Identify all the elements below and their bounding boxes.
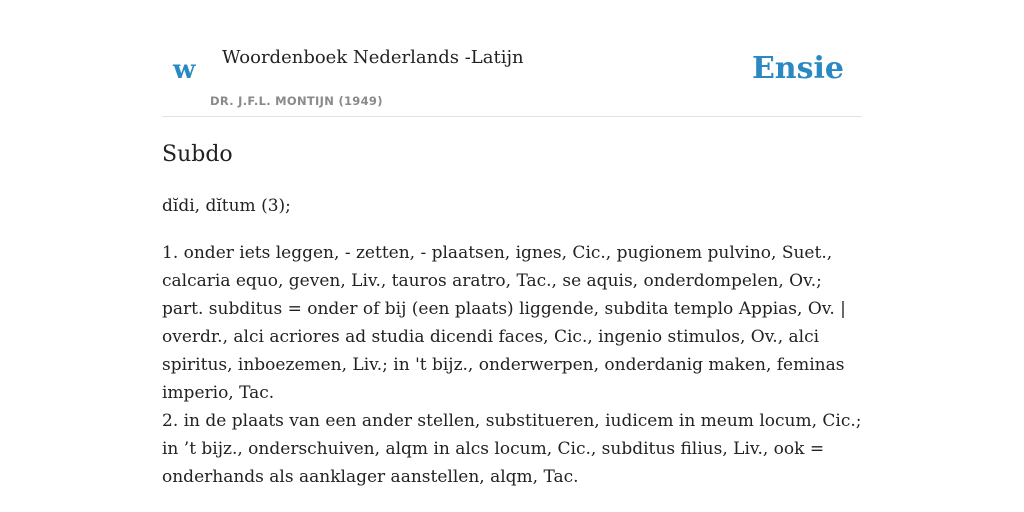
dictionary-author: DR. J.F.L. MONTIJN (1949) <box>210 94 383 108</box>
word-forms: dĭdi, dĭtum (3); <box>162 196 291 216</box>
sense-1: 1. onder iets leggen, - zetten, - plaatsen, ignes, Cic., pugionem pulvino, Suet., calcaria equo, geven, Liv., tauros aratro, Tac., se aquis, onderdompelen, Ov.; part. subditus = onder of bij (een plaats) liggende, subdita templo Appias, Ov. | overdr., alci acriores ad studia dicendi faces, Cic., ingenio stimulos, Ov., alci spiritus, inboezemen, Liv.; in 't bijz., onderwerpen, onderdanig maken, feminas imperio, Tac. <box>162 243 846 403</box>
dictionary-header <box>162 0 862 117</box>
dictionary-title[interactable]: Woordenboek Nederlands -Latijn <box>222 47 524 68</box>
sense-2: 2. in de plaats van een ander stellen, substitueren, iudicem in meum locum, Cic.; in ’t bijz., onderschuiven, alqm in alcs locum, Cic., subditus filius, Liv., ook = onderhands als aanklager aanstellen, alqm, Tac. <box>162 411 862 487</box>
definition-body <box>162 239 862 491</box>
headword: Subdo <box>162 142 233 167</box>
dictionary-logo[interactable]: w <box>173 55 196 85</box>
entry-card <box>162 0 862 512</box>
ensie-brand-logo[interactable]: Ensie <box>751 51 844 86</box>
